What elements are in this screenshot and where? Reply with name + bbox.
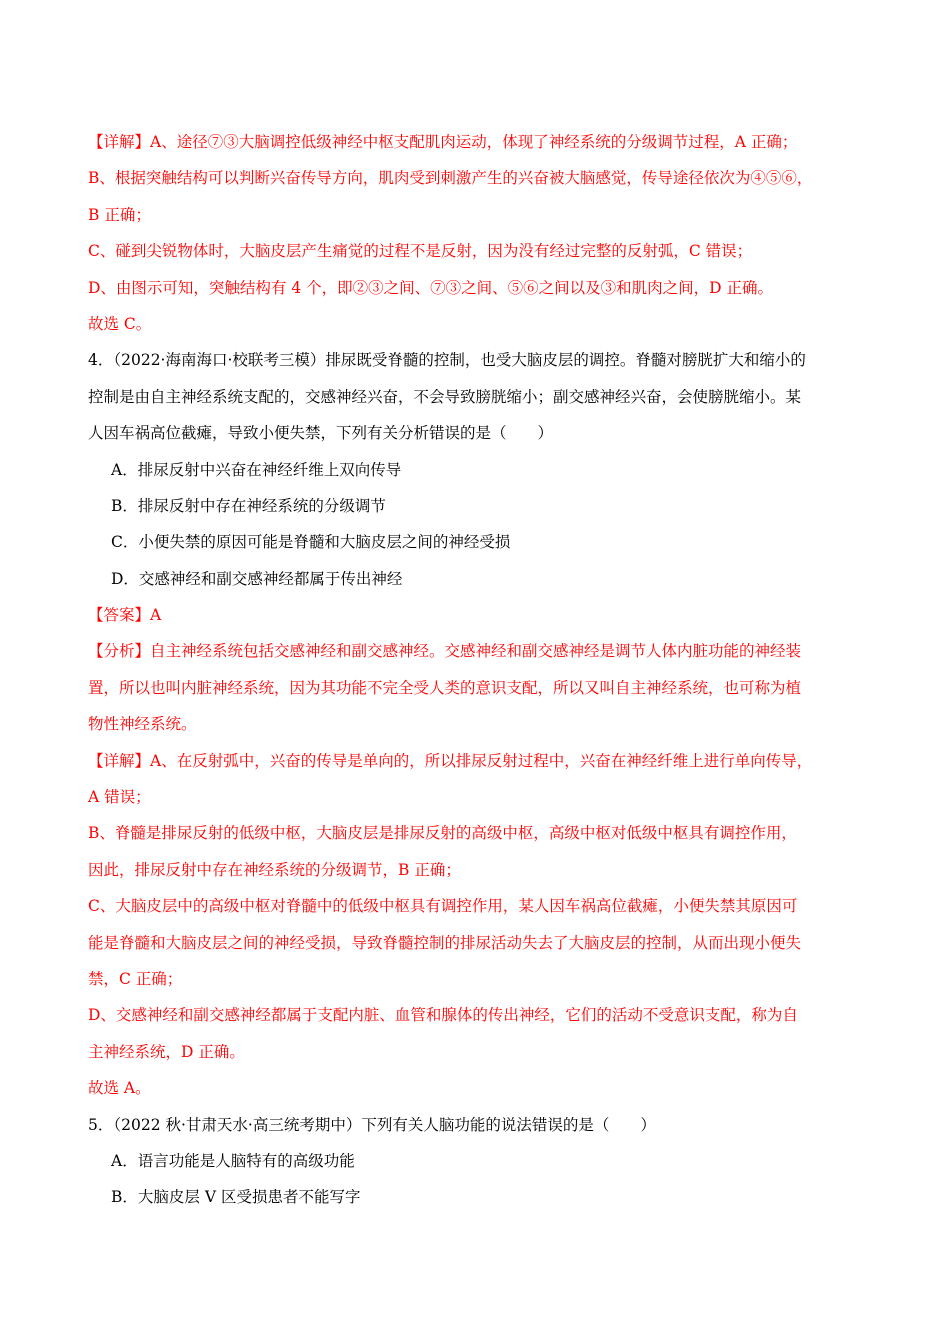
q4-stem-line2: 控制是由自主神经系统支配的，交感神经兴奋，不会导致膀胱缩小；副交感神经兴奋，会使膀胱缩小。某 bbox=[88, 387, 802, 406]
q4-option-a: A．排尿反射中兴奋在神经纤维上双向传导 bbox=[111, 460, 402, 479]
q4-stem-line3: 人因车祸高位截瘫，导致小便失禁，下列有关分析错误的是（ ） bbox=[88, 424, 554, 443]
q4-analysis-line3: 物性神经系统。 bbox=[88, 715, 197, 734]
q4-detail-a-cont: A 错误； bbox=[88, 788, 151, 807]
q4-analysis-line2: 置，所以也叫内脏神经系统，因为其功能不完全受人类的意识支配，所以又叫自主神经系统，也可称为植 bbox=[88, 678, 802, 697]
q3-detail-b-cont: B 正确； bbox=[88, 205, 151, 224]
q4-analysis-line1: 【分析】自主神经系统包括交感神经和副交感神经。交感神经和副交感神经是调节人体内脏功能的神经装 bbox=[88, 642, 802, 661]
q4-stem-line1: 4．（2022·海南海口·校联考三模）排尿既受脊髓的控制，也受大脑皮层的调控。脊髓对膀胱扩大和缩小的 bbox=[88, 351, 806, 370]
q4-detail-b: B、脊髓是排尿反射的低级中枢，大脑皮层是排尿反射的高级中枢，高级中枢对低级中枢具有调控作用， bbox=[88, 824, 797, 843]
q4-detail-d-cont: 主神经系统，D 正确。 bbox=[88, 1042, 245, 1061]
q5-option-a: A．语言功能是人脑特有的高级功能 bbox=[111, 1151, 355, 1170]
q4-answer: 【答案】A bbox=[88, 606, 162, 625]
q4-detail-d: D、交感神经和副交感神经都属于支配内脏、血管和腺体的传出神经，它们的活动不受意识支配，称为自 bbox=[88, 1006, 798, 1025]
q4-conclusion: 故选 A。 bbox=[88, 1079, 151, 1098]
q5-stem: 5．（2022 秋·甘肃天水·高三统考期中）下列有关人脑功能的说法错误的是（ ） bbox=[88, 1115, 656, 1134]
q3-detail-a: 【详解】A、途径⑦③大脑调控低级神经中枢支配肌肉运动，体现了神经系统的分级调节过程，A 正确； bbox=[88, 133, 798, 151]
document-body bbox=[88, 124, 863, 1216]
q5-option-b: B．大脑皮层 V 区受损患者不能写字 bbox=[111, 1188, 361, 1207]
q4-detail-c-cont1: 能是脊髓和大脑皮层之间的神经受损，导致脊髓控制的排尿活动失去了大脑皮层的控制，从而出现小便失 bbox=[88, 933, 802, 952]
q3-conclusion: 故选 C。 bbox=[88, 314, 152, 333]
q4-detail-c: C、大脑皮层中的高级中枢对脊髓中的低级中枢具有调控作用，某人因车祸高位截瘫，小便失禁其原因可 bbox=[88, 897, 798, 916]
q3-detail-b: B、根据突触结构可以判断兴奋传导方向，肌肉受到刺激产生的兴奋被大脑感觉，传导途径依次为④⑤⑥， bbox=[88, 169, 813, 188]
q4-detail-a: 【详解】A、在反射弧中，兴奋的传导是单向的，所以排尿反射过程中，兴奋在神经纤维上进行单向传导， bbox=[88, 751, 813, 770]
q3-detail-d: D、由图示可知，突触结构有 4 个，即②③之间、⑦③之间、⑤⑥之间以及③和肌肉之间，D 正确。 bbox=[88, 278, 774, 297]
q4-option-c: C．小便失禁的原因可能是脊髓和大脑皮层之间的神经受损 bbox=[111, 533, 511, 552]
q4-option-d: D．交感神经和副交感神经都属于传出神经 bbox=[111, 569, 403, 588]
q4-option-b: B．排尿反射中存在神经系统的分级调节 bbox=[111, 496, 386, 515]
q3-detail-c: C、碰到尖锐物体时，大脑皮层产生痛觉的过程不是反射，因为没有经过完整的反射弧，C 错误； bbox=[88, 242, 753, 261]
q4-detail-c-cont2: 禁，C 正确； bbox=[88, 969, 183, 988]
q4-detail-b-cont: 因此，排尿反射中存在神经系统的分级调节，B 正确； bbox=[88, 860, 461, 879]
